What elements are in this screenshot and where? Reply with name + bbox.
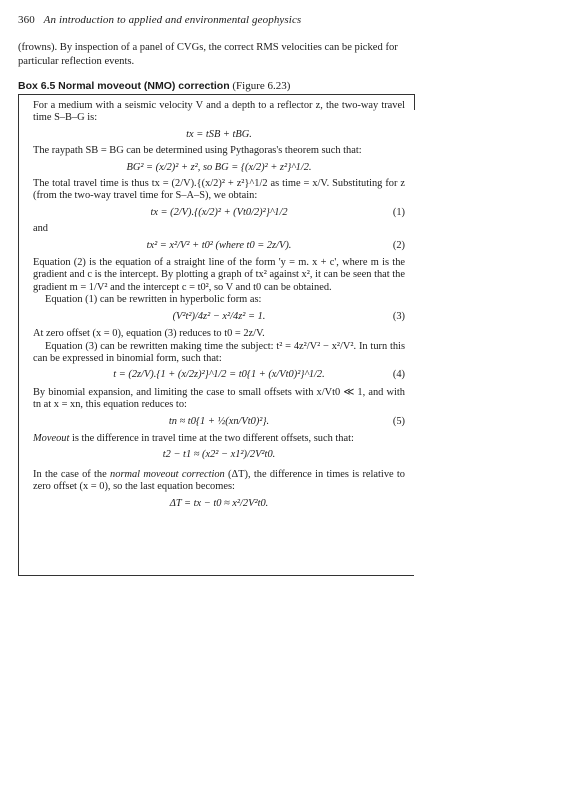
equation-7-text: ΔT = tx − t0 ≈ x²/2V²t0. [169, 497, 269, 509]
moveout-term: Moveout [33, 432, 70, 444]
box-figure-ref: (Figure 6.23) [232, 80, 291, 92]
equation-4-text: t = (2z/V).{1 + (x/2z)²}^1/2 = t0{1 + (x/Vt0)²}^1/2. [113, 369, 325, 381]
page-header [18, 14, 301, 26]
equation-2-text: tx² = x²/V² + t0² (where t0 = 2z/V). [146, 239, 292, 251]
equation-2 [33, 240, 405, 252]
equation-bg [33, 162, 405, 174]
paragraph-binomial: Equation (3) can be rewritten making time the subject: t² = 4z²/V² − x²/V². In turn this can be expressed in binomial form, such that: [33, 340, 405, 364]
paragraph-medium: For a medium with a seismic velocity V and a depth to a reflector z, the two-way travel time S–B–G is: [33, 100, 405, 124]
paragraph-nmo [33, 469, 405, 494]
equation-4 [33, 369, 405, 381]
equation-5-text: tn ≈ t0{1 + ½(xn/Vt0)²}. [168, 415, 270, 427]
equation-1-text: tx = (2/V).{(x/2)² + (Vt0/2)²}^1/2 [150, 206, 288, 218]
equation-1-number: (1) [392, 206, 405, 218]
equation-4-number: (4) [392, 369, 405, 381]
paragraph-raypath: The raypath SB = BG can be determined using Pythagoras's theorem such that: [33, 145, 362, 157]
paragraph-total-time: The total travel time is thus tx = (2/V).{(x/2)² + z²}^1/2 as time = x/V. Substituting for z (from the two-way travel time for S–A–S), we obtain: [33, 178, 405, 202]
running-title: An introduction to applied and environmental geophysics [43, 14, 302, 26]
equation-tx [33, 129, 405, 141]
paragraph-moveout-text: is the difference in travel time at the two different offsets, such that: [69, 432, 354, 444]
intro-paragraph: (frowns). By inspection of a panel of CVGs, the correct RMS velocities can be picked for particular reflection events. [18, 42, 398, 67]
paragraph-expansion: By binomial expansion, and limiting the case to small offsets with x/Vt0 ≪ 1, and with tn at x = xn, this equation reduces to: [33, 386, 405, 411]
equation-3 [33, 311, 405, 323]
nmo-term: normal moveout correction [110, 468, 225, 480]
paragraph-nmo-post: (ΔT), the difference in times is relative to zero offset (x = 0), so the last equation becomes: [33, 468, 405, 493]
paragraph-zero-offset: At zero offset (x = 0), equation (3) reduces to t0 = 2z/V. [33, 328, 265, 340]
paragraph-straight-line: Equation (2) is the equation of a straight line of the form 'y = m. x + c', where m is the gradient and c is the intercept. By plotting a graph of tx² against x², it can be seen that the gradient m = 1/V² and the intercept c = t0², so V and t0 can be obtained. [33, 257, 405, 293]
equation-tx-text: tx = tSB + tBG. [186, 128, 252, 140]
box-label: Box 6.5 [18, 80, 56, 92]
box-corner-tick [414, 94, 415, 110]
equation-6 [33, 449, 405, 461]
equation-6-text: t2 − t1 ≈ (x2² − x1²)/2V²t0. [162, 449, 276, 461]
equation-bg-text: BG² = (x/2)² + z², so BG = {(x/2)² + z²}^1/2. [126, 161, 312, 173]
paragraph-hyperbolic: Equation (1) can be rewritten in hyperbolic form as: [45, 294, 262, 306]
and-connector: and [33, 223, 49, 235]
equation-3-text: (V²t²)/4z² − x²/4z² = 1. [172, 310, 266, 322]
paragraph-moveout [33, 433, 405, 445]
equation-3-number: (3) [392, 310, 405, 322]
equation-5 [33, 416, 405, 428]
paragraph-nmo-pre: In the case of the [33, 468, 111, 480]
equation-7 [33, 498, 405, 510]
box-title-text: Normal moveout (NMO) correction [58, 80, 230, 92]
equation-5-number: (5) [392, 415, 405, 427]
equation-1 [33, 207, 405, 219]
box-content [33, 100, 405, 514]
equation-2-number: (2) [392, 239, 405, 251]
page-number: 360 [18, 14, 35, 26]
box-heading [18, 80, 290, 92]
